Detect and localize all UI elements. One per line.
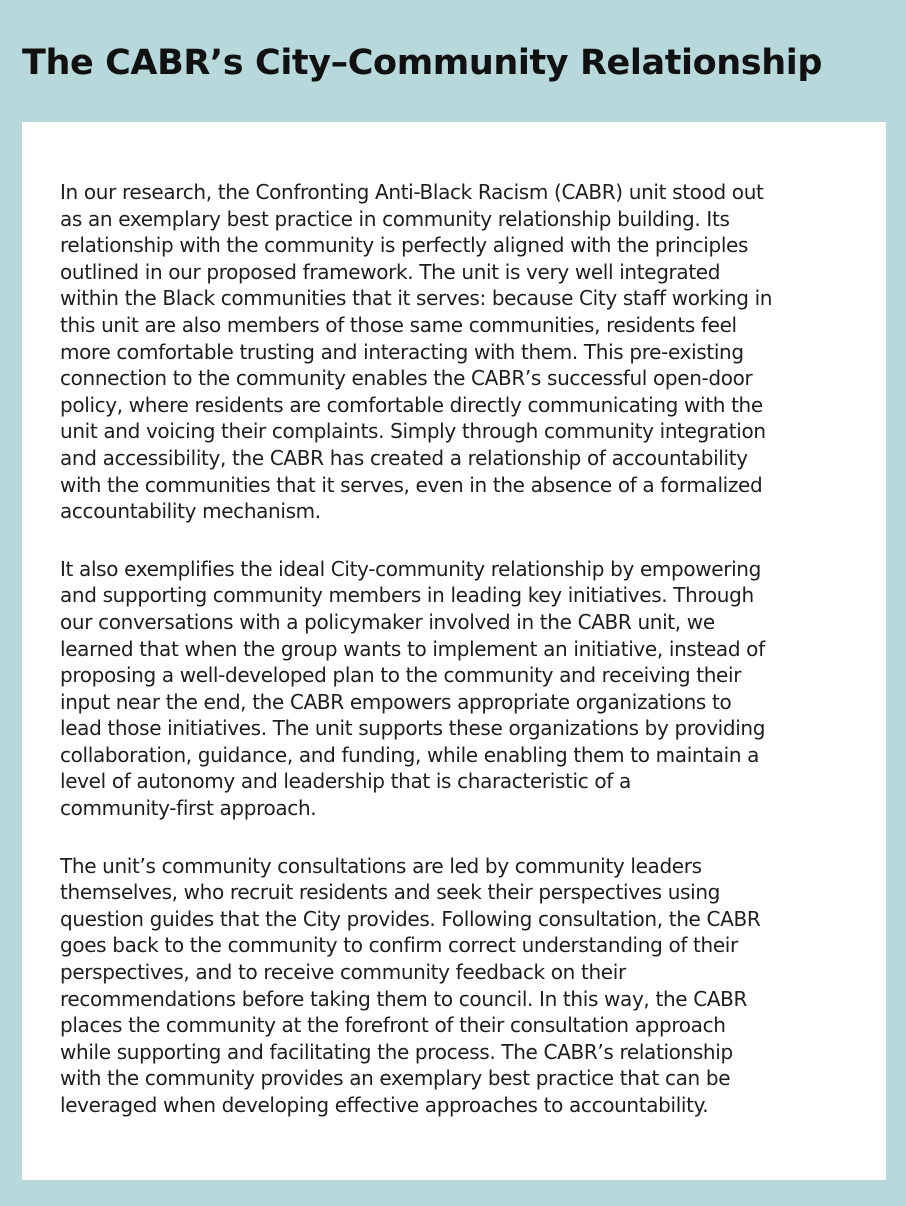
text-line: input near the end, the CABR empowers appropriate organizations to [60, 689, 732, 714]
text-line: community-first approach. [60, 796, 317, 821]
text-line: It also exemplifies the ideal City-community relationship by empowering [60, 556, 761, 581]
text-line: as an exemplary best practice in community relationship building. Its [60, 206, 730, 231]
text-line: In our research, the Confronting Anti-Black Racism (CABR) unit stood out [60, 180, 764, 204]
content-card [22, 122, 886, 1180]
text-line: collaboration, guidance, and funding, while enabling them to maintain a [60, 742, 760, 767]
paragraph [60, 853, 850, 1119]
text-line: while supporting and facilitating the process. The CABR’s relationship [60, 1039, 733, 1064]
text-line: learned that when the group wants to implement an initiative, instead of [60, 636, 765, 661]
text-line: unit and voicing their complaints. Simply through community integration [60, 419, 766, 444]
paragraph [60, 179, 850, 525]
text-line: and supporting community members in leading key initiatives. Through [60, 583, 754, 608]
page-title: The CABR’s City–Community Relationship [22, 43, 822, 83]
body-text [60, 179, 850, 1119]
text-line: perspectives, and to receive community feedback on their [60, 960, 626, 985]
text-line: connection to the community enables the CABR’s successful open-door [60, 366, 753, 391]
text-line: policy, where residents are comfortable directly communicating with the [60, 392, 763, 417]
text-line: outlined in our proposed framework. The unit is very well integrated [60, 259, 721, 284]
text-line: question guides that the City provides. Following consultation, the CABR [60, 906, 761, 931]
text-line: within the Black communities that it serves: because City staff working in [60, 286, 773, 311]
text-line: proposing a well-developed plan to the community and receiving their [60, 663, 742, 688]
text-line: relationship with the community is perfectly aligned with the principles [60, 233, 749, 258]
text-line: with the communities that it serves, even in the absence of a formalized [60, 472, 763, 497]
text-line: accountability mechanism. [60, 499, 321, 524]
paragraph [60, 556, 850, 822]
text-line: places the community at the forefront of their consultation approach [60, 1013, 726, 1038]
text-line: more comfortable trusting and interacting with them. This pre-existing [60, 339, 744, 364]
text-line: our conversations with a policymaker involved in the CABR unit, we [60, 609, 715, 634]
text-line: leveraged when developing effective approaches to accountability. [60, 1093, 709, 1117]
text-line: and accessibility, the CABR has created a relationship of accountability [60, 445, 748, 470]
text-line: lead those initiatives. The unit supports these organizations by providing [60, 716, 766, 741]
text-line: with the community provides an exemplary best practice that can be [60, 1066, 731, 1091]
text-line: goes back to the community to confirm correct understanding of their [60, 933, 738, 958]
text-line: themselves, who recruit residents and seek their perspectives using [60, 880, 721, 905]
text-line: The unit’s community consultations are led by community leaders [60, 853, 702, 878]
text-line: recommendations before taking them to council. In this way, the CABR [60, 986, 748, 1011]
text-line: this unit are also members of those same communities, residents feel [60, 312, 737, 337]
text-line: level of autonomy and leadership that is characteristic of a [60, 769, 631, 794]
